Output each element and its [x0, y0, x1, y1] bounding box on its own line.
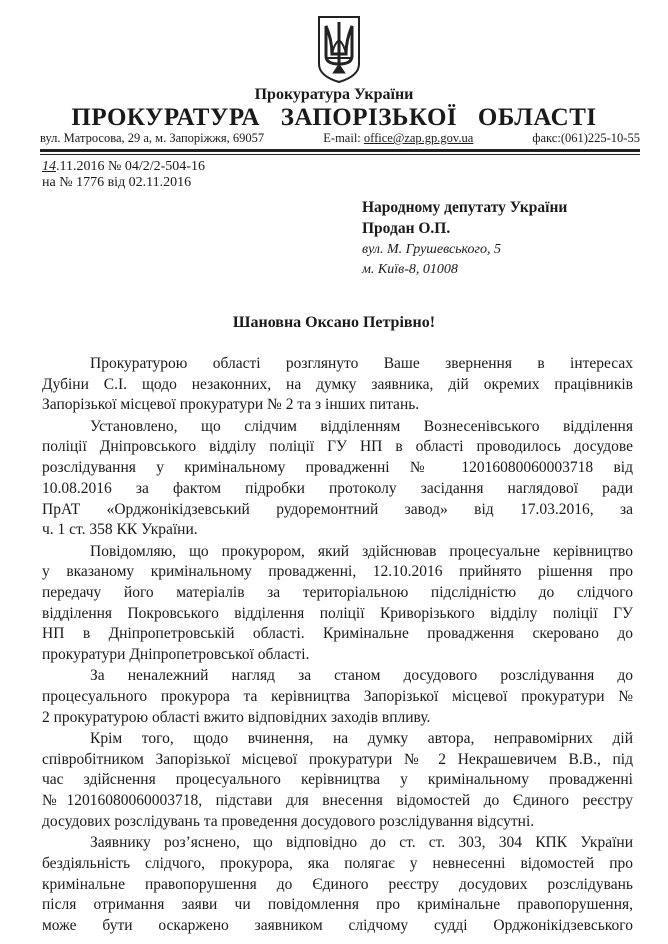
fax: факс:(061)225-10-55 — [532, 131, 640, 145]
outgoing-reference — [42, 159, 205, 175]
handwritten-day: 14 — [42, 159, 56, 174]
paragraph — [42, 417, 633, 541]
paragraph-line: поліції Дніпровського відділу поліції ГУ НП в області проводилось досудове — [42, 438, 633, 456]
recipient-street: вул. М. Грушевського, 5 — [362, 242, 502, 257]
paragraph-line: Заявнику роз’яснено, що відповідно до ст. ст. 303, 304 КПК України — [90, 834, 633, 852]
outgoing-number: .11.2016 № 04/2/2-504-16 — [56, 159, 205, 174]
paragraph-line: співробітником Запорізької місцевої прокуратури № 2 Некрашевичем В.В., під — [42, 750, 633, 768]
paragraph-line: досудових розслідувань та проведення досудового розслідування відсутні. — [42, 812, 535, 830]
paragraph-line: після отримання заяви чи повідомлення про кримінальне правопорушення, — [42, 896, 633, 914]
paragraph-line: розслідування у кримінальному провадженні № 12016080060003718 від — [42, 459, 633, 477]
contact-line — [40, 131, 640, 146]
paragraph-line: Запорізької місцевої прокуратури № 2 та з інших питань. — [42, 396, 420, 414]
coat-of-arms-emblem — [316, 14, 362, 84]
paragraph-line: Крім того, щодо вчинення, на думку автора, неправомірних дій — [90, 730, 633, 748]
paragraph-line: передачу його матеріалів за територіальною підслідністю до слідчого — [42, 583, 633, 601]
header-rule-thin — [40, 154, 640, 155]
paragraph-line: ч. 1 ст. 358 КК України. — [42, 521, 198, 539]
paragraph-line: бездіяльність слідчого, прокурора, яка полягає у невнесенні відомостей про — [42, 854, 633, 872]
paragraph-line: Прокуратурою області розглянуто Ваше звернення в інтересах — [90, 355, 633, 372]
email-label: E-mail: — [323, 131, 361, 145]
postal-address: вул. Матросова, 29 а, м. Запоріжжя, 69057 — [40, 131, 265, 145]
email-link[interactable]: office@zap.gp.gov.ua — [363, 131, 474, 145]
paragraph-line: За неналежний нагляд за станом досудового розслідування до — [90, 667, 633, 685]
recipient-city: м. Київ-8, 01008 — [362, 262, 458, 277]
paragraph-line: 10.08.2016 за фактом підробки протоколу засідання наглядової ради — [42, 479, 633, 497]
paragraph-line: може бути оскаржено заявником слідчому судді Орджонікідзевського — [42, 916, 633, 934]
paragraph-line: у вказаному кримінальному провадженні, 12.10.2016 прийнято рішення про — [42, 563, 633, 581]
email-block — [323, 131, 473, 146]
paragraph-line: Повідомляю, що прокурором, який здійснював процесуальне керівництво — [90, 542, 633, 560]
incoming-reference: на № 1776 від 02.11.2016 — [42, 175, 192, 190]
paragraph-line: прокуратури Дніпропетровської області. — [42, 646, 310, 664]
letter-body — [42, 354, 633, 937]
paragraph-line: Дубіни С.І. щодо незаконних, на думку заявника, дій окремих працівників — [42, 375, 633, 393]
paragraph-line: відділення Покровського відділення поліції Криворізького відділу поліції ГУ — [42, 604, 633, 622]
paragraph-line: 2 прокуратурою області вжито відповідних заходів впливу. — [42, 708, 431, 726]
paragraph-line: ПрАТ «Орджонікідзевський рудоремонтний завод» від 17.03.2016, за — [42, 500, 633, 518]
org-title: ПРОКУРАТУРА ЗАПОРІЗЬКОЇ ОБЛАСТІ — [71, 104, 597, 131]
org-parent-name: Прокуратура України — [254, 86, 414, 103]
paragraph-line: процесуального прокурора та керівництва Запорізької місцевої прокуратури № — [42, 688, 633, 706]
paragraph — [42, 354, 633, 416]
paragraph — [42, 833, 633, 937]
recipient-title: Народному депутату України — [362, 199, 568, 216]
paragraph — [42, 666, 633, 728]
paragraph-line: кримінальне правопорушення до Єдиного реєстру досудових розслідувань — [42, 875, 633, 893]
paragraph — [42, 729, 633, 833]
paragraph-line: час здійснення процесуального керівництва у кримінальному провадженні — [42, 771, 633, 789]
paragraph — [42, 542, 633, 666]
header-rule-thick — [40, 149, 640, 152]
recipient-name: Продан О.П. — [362, 220, 451, 237]
salutation: Шановна Оксано Петрівно! — [232, 314, 436, 331]
paragraph-line: №12016080060003718, підстави для внесення відомостей до Єдиного реєстру — [42, 792, 633, 810]
paragraph-line: Установлено, що слідчим відділенням Вознесенівського відділення — [90, 417, 633, 435]
paragraph-line: НП в Дніпропетровській області. Кримінальне провадження скеровано до — [42, 625, 633, 643]
